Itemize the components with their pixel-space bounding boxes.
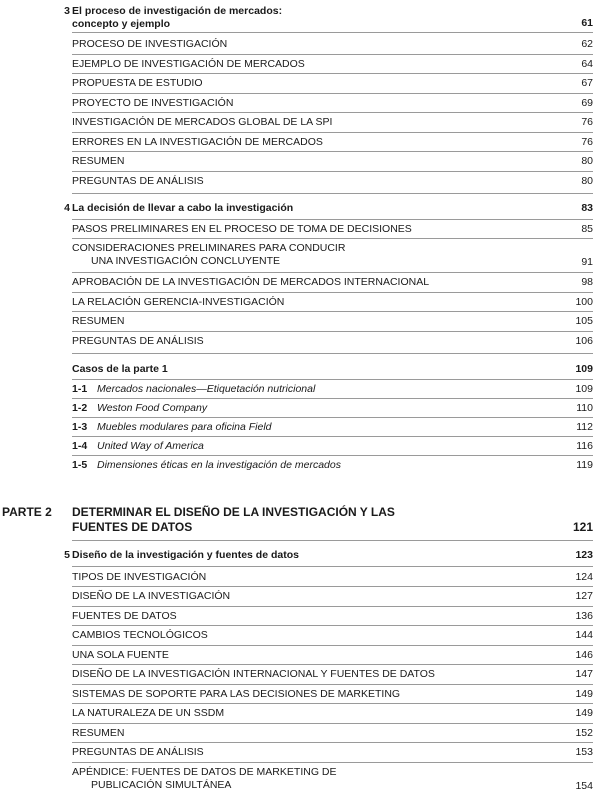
divider (72, 331, 593, 332)
case-entry[interactable] (0, 402, 600, 422)
divider (72, 292, 593, 293)
case-id: 1-3 (72, 421, 88, 433)
chapter-page: 123 (575, 549, 593, 561)
case-title: Mercados nacionales—Etiquetación nutricional (97, 383, 316, 395)
chapter-title-line: concepto y ejemplo (72, 17, 171, 30)
toc-entry-page: 152 (575, 727, 593, 739)
toc-entry-title: PASOS PRELIMINARES EN EL PROCESO DE TOMA DE DECISIONES (72, 223, 412, 235)
toc-entry-page: 154 (575, 780, 593, 792)
toc-entry-title: UNA SOLA FUENTE (72, 649, 169, 661)
toc-entry[interactable] (0, 571, 600, 591)
case-id: 1-2 (72, 402, 88, 414)
case-entry[interactable] (0, 421, 600, 441)
toc-entry-page: 85 (581, 223, 593, 235)
toc-entry-page: 149 (575, 688, 593, 700)
toc-entry[interactable] (0, 276, 600, 296)
toc-entry-title: DISEÑO DE LA INVESTIGACIÓN (72, 590, 231, 602)
toc-entry-title: PROPUESTA DE ESTUDIO (72, 77, 203, 89)
divider (72, 455, 593, 456)
toc-entry[interactable] (0, 97, 600, 117)
case-page: 109 (575, 383, 593, 395)
toc-entry-title: CAMBIOS TECNOLÓGICOS (72, 629, 208, 641)
toc-entry[interactable] (0, 296, 600, 316)
toc-entry[interactable] (0, 136, 600, 156)
part-title-line: DETERMINAR EL DISEÑO DE LA INVESTIGACIÓN Y LAS (72, 505, 395, 519)
divider (72, 703, 593, 704)
toc-entry-page: 67 (581, 77, 593, 89)
chapter-title: Diseño de la investigación y fuentes de datos (72, 549, 299, 561)
toc-entry-title-line: UNA INVESTIGACIÓN CONCLUYENTE (91, 254, 281, 267)
toc-entry-page: 144 (575, 629, 593, 641)
toc-entry-title: PROCESO DE INVESTIGACIÓN (72, 38, 228, 50)
cases-page: 109 (575, 363, 593, 375)
toc-entry-title: PREGUNTAS DE ANÁLISIS (72, 335, 204, 347)
toc-entry-page: 91 (581, 256, 593, 268)
toc-entry-page: 76 (581, 116, 593, 128)
toc-entry[interactable] (0, 242, 600, 274)
divider (72, 398, 593, 399)
divider (72, 586, 593, 587)
toc-entry-title: LA NATURALEZA DE UN SSDM (72, 707, 225, 719)
cases-title: Casos de la parte 1 (72, 363, 168, 375)
toc-entry-title: PROYECTO DE INVESTIGACIÓN (72, 97, 234, 109)
toc-entry-page: 64 (581, 58, 593, 70)
toc-entry-title: RESUMEN (72, 155, 125, 167)
toc-entry-title: SISTEMAS DE SOPORTE PARA LAS DECISIONES DE MARKETING (72, 688, 401, 700)
toc-entry-title (72, 766, 336, 791)
cases-heading (0, 363, 600, 383)
toc-entry[interactable] (0, 155, 600, 175)
divider (72, 311, 593, 312)
toc-entry-page: 127 (575, 590, 593, 602)
toc-entry-page: 106 (575, 335, 593, 347)
toc-entry-page: 136 (575, 610, 593, 622)
divider (72, 606, 593, 607)
toc-entry-title: RESUMEN (72, 727, 125, 739)
divider (72, 32, 593, 33)
toc-entry-page: 153 (575, 746, 593, 758)
toc-entry[interactable] (0, 649, 600, 669)
toc-entry-page: 147 (575, 668, 593, 680)
case-entry[interactable] (0, 383, 600, 403)
toc-entry-title-line: CONSIDERACIONES PRELIMINARES PARA CONDUCIR (72, 242, 346, 254)
chapter-title (72, 5, 282, 30)
case-entry[interactable] (0, 440, 600, 460)
chapter-page: 83 (581, 202, 593, 214)
divider (72, 73, 593, 74)
toc-entry-page: 69 (581, 97, 593, 109)
toc-entry[interactable] (0, 116, 600, 136)
toc-entry-title-line: PUBLICACIÓN SIMULTÁNEA (91, 778, 232, 791)
toc-entry[interactable] (0, 315, 600, 335)
toc-entry[interactable] (0, 58, 600, 78)
chapter-title: La decisión de llevar a cabo la investigación (72, 202, 294, 214)
toc-entry-page: 98 (581, 276, 593, 288)
chapter-title-line: El proceso de investigación de mercados: (72, 5, 283, 17)
divider (72, 272, 593, 273)
divider (72, 132, 593, 133)
divider (72, 219, 593, 220)
chapter-number: 5 (64, 549, 70, 561)
toc-entry-title: PREGUNTAS DE ANÁLISIS (72, 746, 204, 758)
divider (72, 684, 593, 685)
part-label: PARTE 2 (2, 505, 52, 519)
toc-entry[interactable] (0, 727, 600, 747)
toc-entry-page: 146 (575, 649, 593, 661)
toc-entry[interactable] (0, 77, 600, 97)
chapter-number: 3 (64, 5, 70, 17)
divider (72, 151, 593, 152)
toc-entry-title (72, 242, 345, 267)
part-page: 121 (572, 520, 593, 534)
chapter-page: 61 (581, 17, 593, 29)
case-title: Dimensiones éticas en la investigación de mercados (97, 459, 341, 471)
toc-entry[interactable] (0, 175, 600, 195)
divider (72, 664, 593, 665)
toc-entry[interactable] (0, 629, 600, 649)
toc-entry[interactable] (0, 707, 600, 727)
toc-entry-page: 124 (575, 571, 593, 583)
part-title (72, 505, 395, 535)
case-title: United Way of America (97, 440, 204, 452)
chapter-number: 4 (64, 202, 70, 214)
case-id: 1-1 (72, 383, 88, 395)
divider (72, 645, 593, 646)
case-title: Weston Food Company (97, 402, 208, 414)
divider (72, 93, 593, 94)
case-page: 112 (576, 421, 593, 433)
divider (72, 193, 593, 194)
case-entry[interactable] (0, 459, 600, 479)
toc-entry-page: 62 (581, 38, 593, 50)
divider (72, 625, 593, 626)
toc-entry-title: PREGUNTAS DE ANÁLISIS (72, 175, 204, 187)
divider (72, 742, 593, 743)
divider (72, 353, 593, 354)
toc-entry[interactable] (0, 590, 600, 610)
toc-entry[interactable] (0, 223, 600, 243)
toc-entry-page: 100 (575, 296, 593, 308)
divider (72, 112, 593, 113)
toc-entry[interactable] (0, 688, 600, 708)
toc-entry-title: EJEMPLO DE INVESTIGACIÓN DE MERCADOS (72, 58, 305, 70)
divider (72, 417, 593, 418)
divider (72, 540, 593, 541)
divider (72, 171, 593, 172)
case-title: Muebles modulares para oficina Field (97, 421, 272, 433)
toc-entry-page: 76 (581, 136, 593, 148)
divider (72, 436, 593, 437)
toc-entry-page: 80 (581, 155, 593, 167)
divider (72, 723, 593, 724)
divider (72, 54, 593, 55)
toc-entry[interactable] (0, 766, 600, 796)
toc-entry-title: ERRORES EN LA INVESTIGACIÓN DE MERCADOS (72, 136, 323, 148)
case-id: 1-4 (72, 440, 88, 452)
toc-entry-page: 149 (575, 707, 593, 719)
toc-entry[interactable] (0, 38, 600, 58)
case-page: 116 (576, 440, 593, 452)
toc-entry[interactable] (0, 335, 600, 355)
toc-entry-title: INVESTIGACIÓN DE MERCADOS GLOBAL DE LA SPI (72, 116, 333, 128)
toc-entry-page: 80 (581, 175, 593, 187)
toc-entry[interactable] (0, 746, 600, 766)
toc-entry-title: TIPOS DE INVESTIGACIÓN (72, 571, 207, 583)
toc-entry-page: 105 (575, 315, 593, 327)
toc-entry-title: APROBACIÓN DE LA INVESTIGACIÓN DE MERCADOS INTERNACIONAL (72, 276, 430, 288)
case-page: 119 (576, 459, 593, 471)
toc-entry-title: LA RELACIÓN GERENCIA-INVESTIGACIÓN (72, 296, 285, 308)
toc-entry-title: FUENTES DE DATOS (72, 610, 177, 622)
toc-entry-title-line: APÉNDICE: FUENTES DE DATOS DE MARKETING DE (72, 766, 337, 778)
divider (72, 762, 593, 763)
toc-entry[interactable] (0, 610, 600, 630)
toc-entry-title: RESUMEN (72, 315, 125, 327)
case-id: 1-5 (72, 459, 88, 471)
divider (72, 566, 593, 567)
divider (72, 379, 593, 380)
part-title-line: FUENTES DE DATOS (72, 520, 193, 534)
divider (72, 238, 593, 239)
toc-entry-title: DISEÑO DE LA INVESTIGACIÓN INTERNACIONAL Y FUENTES DE DATOS (72, 668, 435, 680)
case-page: 110 (576, 402, 593, 414)
toc-entry[interactable] (0, 668, 600, 688)
